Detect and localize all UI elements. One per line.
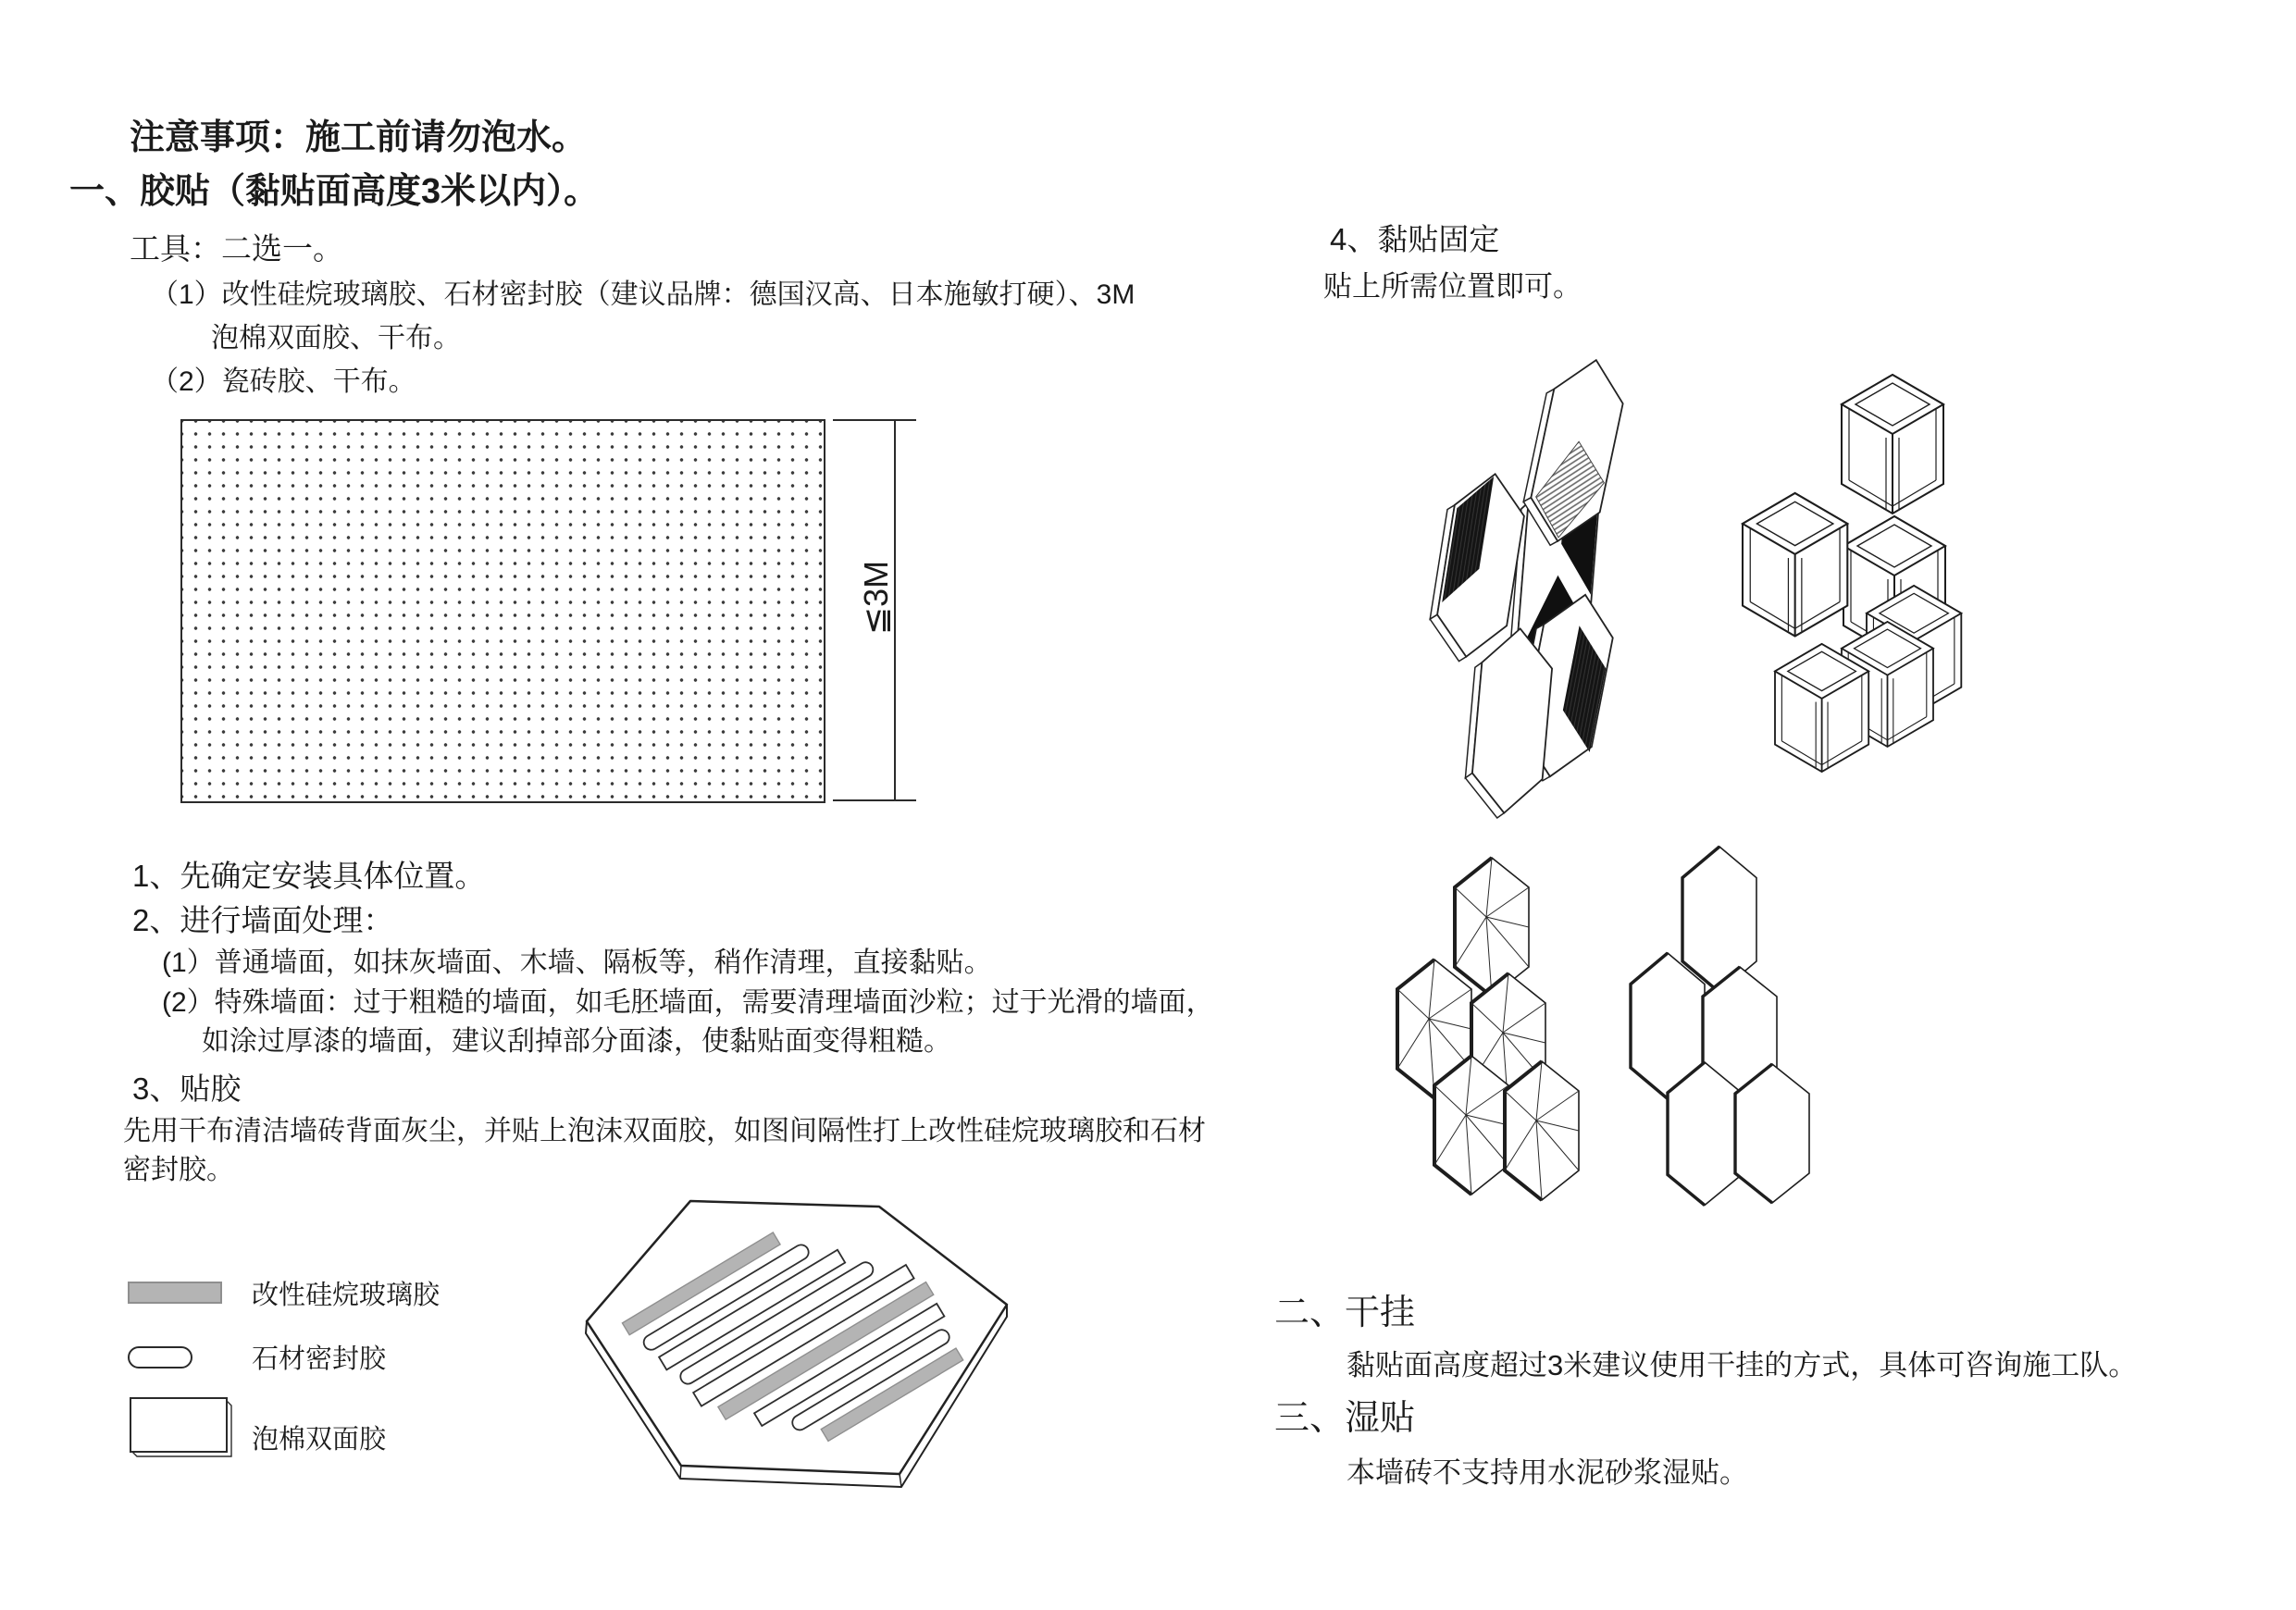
height-dimension-tick-bottom (833, 799, 916, 801)
step3-body-line2: 密封胶。 (123, 1155, 234, 1185)
step3-body-line1: 先用干布清洁墙砖背面灰尘，并贴上泡沫双面胶，如图间隔性打上改性硅烷玻璃胶和石材 (123, 1116, 1206, 1146)
hex-tile-cluster-plain (1624, 833, 1818, 1221)
height-dimension-label: ≦3M (857, 560, 895, 636)
step3-title: 3、贴胶 (132, 1071, 242, 1106)
hex-plain-bottom-left (1668, 1062, 1742, 1206)
tools-option1-line2: 泡棉双面胶、干布。 (211, 323, 461, 353)
tile-bottom-left (1462, 625, 1556, 821)
section2-body: 黏贴面高度超过3米建议使用干挂的方式，具体可咨询施工队。 (1347, 1349, 2138, 1381)
frame-bottom-left (1775, 644, 1868, 772)
step4-body: 贴上所需位置即可。 (1323, 270, 1582, 303)
section1-title: 一、胶贴（黏贴面高度3米以内）。 (69, 172, 600, 211)
step2-sub1: (1）普通墙面，如抹灰墙面、木墙、隔板等，稍作清理，直接黏贴。 (162, 947, 992, 978)
note-title: 注意事项：施工前请勿泡水。 (130, 118, 588, 157)
hex-faceted-bottom-right (1505, 1061, 1579, 1200)
legend-foam-tape-swatch (130, 1397, 241, 1462)
section3-title: 三、湿贴 (1274, 1399, 1416, 1438)
legend-silane-glue-swatch (128, 1282, 230, 1307)
height-dimension-tick-top (833, 419, 916, 421)
diamond-tile-cluster-front (1434, 354, 1620, 789)
diamond-frame-cluster (1740, 370, 1971, 777)
wall-area-diagram (180, 419, 825, 803)
tools-intro: 工具：二选一。 (130, 231, 343, 266)
tools-option2: （2）瓷砖胶、干布。 (151, 366, 416, 397)
legend-stone-sealant-label: 石材密封胶 (252, 1344, 387, 1374)
step1: 1、先确定安装具体位置。 (132, 859, 486, 893)
step2: 2、进行墙面处理： (132, 903, 394, 937)
step2-sub2-line1: (2）特殊墙面：过于粗糙的墙面，如毛胚墙面，需要清理墙面沙粒；过于光滑的墙面， (162, 987, 1214, 1018)
glue-pattern-diagram (581, 1192, 1016, 1506)
tools-option1-line1: （1）改性硅烷玻璃胶、石材密封胶（建议品牌：德国汉高、日本施敏打硬）、3M (151, 279, 1136, 310)
step4-title: 4、黏贴固定 (1330, 222, 1500, 256)
frame-top (1842, 375, 1943, 514)
hex-tile-cluster-faceted (1388, 847, 1582, 1208)
legend-foam-tape-label: 泡棉双面胶 (252, 1425, 387, 1455)
section3-body: 本墙砖不支持用水泥砂浆湿贴。 (1347, 1456, 1748, 1489)
hex-faceted-bottom-left (1434, 1056, 1508, 1195)
step2-sub2-line2: 如涂过厚漆的墙面，建议刮掉部分面漆，使黏贴面变得粗糙。 (202, 1026, 951, 1057)
legend-silane-glue-label: 改性硅烷玻璃胶 (252, 1281, 441, 1310)
legend-stone-sealant-swatch (128, 1346, 202, 1372)
frame-upper-left (1743, 493, 1847, 637)
section2-title: 二、干挂 (1274, 1294, 1416, 1332)
hex-faceted-top (1455, 858, 1529, 997)
hex-plain-bottom-right (1735, 1064, 1809, 1203)
